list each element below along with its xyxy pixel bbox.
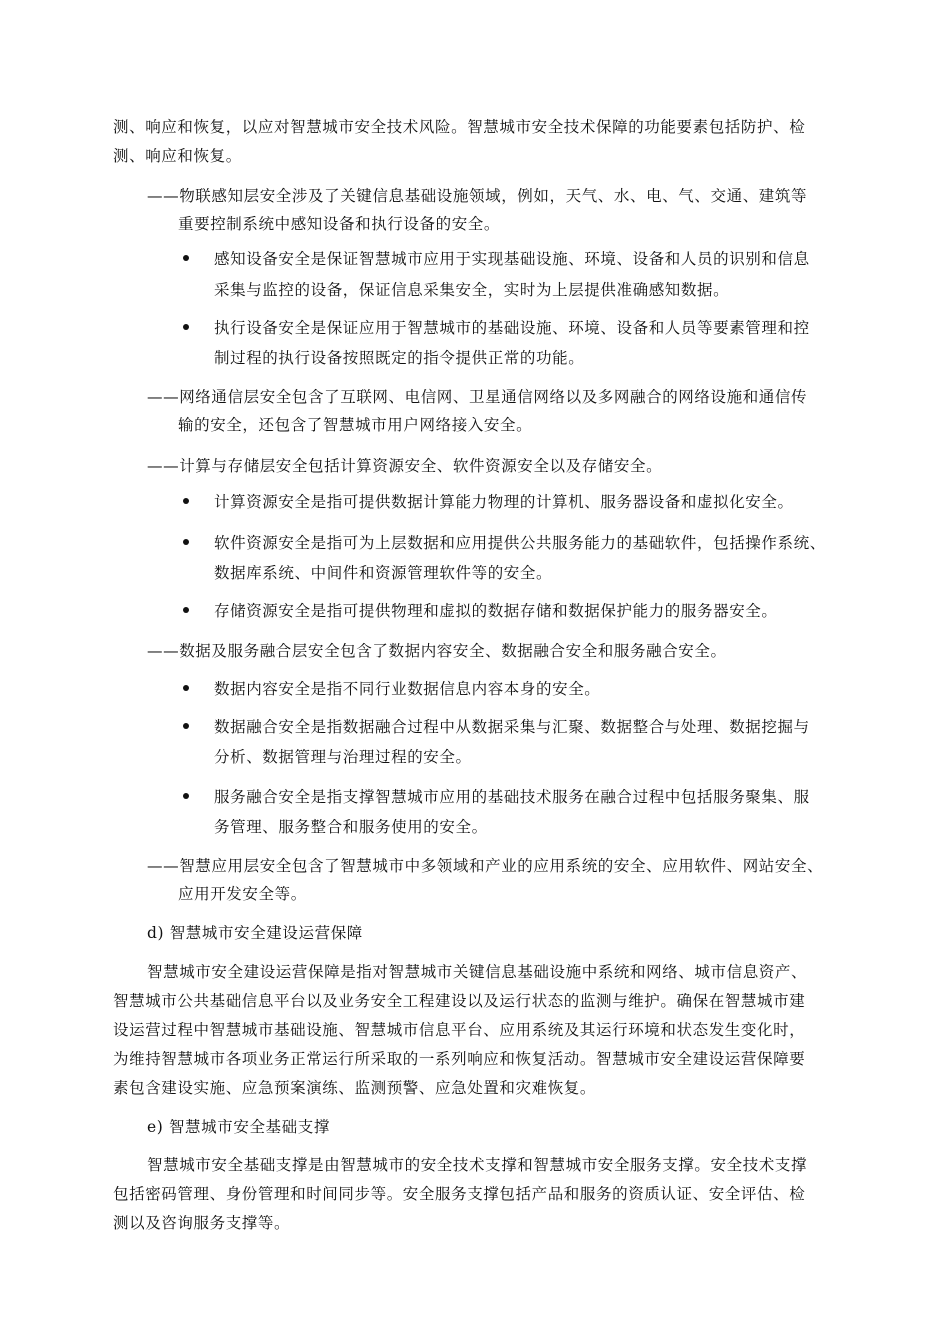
bullet-item-3-line-1: 计算资源安全是指可提供数据计算能力物理的计算机、服务器设备和虚拟化安全。 [214,493,794,511]
bullet-item-7-line-1: 数据融合安全是指数据融合过程中从数据采集与汇聚、数据整合与处理、数据挖掘与 [214,718,810,736]
bullet-item-4-line-1: 软件资源安全是指可为上层数据和应用提供公共服务能力的基础软件，包括操作系统、 [214,534,826,552]
paragraph-e-line-1: 智慧城市安全基础支撑是由智慧城市的安全技术支撑和智慧城市安全服务支撑。安全技术支撑 [147,1156,808,1174]
intro-line-2: 测、响应和恢复。 [113,147,242,165]
bullet-item-1-line-1: 感知设备安全是保证智慧城市应用于实现基础设施、环境、设备和人员的识别和信息 [214,250,810,268]
bullet-dot [183,324,189,330]
bullet-dot [183,607,189,613]
bullet-item-8-line-2: 务管理、服务整合和服务使用的安全。 [214,818,488,836]
bullet-dot [183,498,189,504]
bullet-dot [183,793,189,799]
section-heading-e: e) 智慧城市安全基础支撑 [147,1118,330,1136]
dash-item-2-line-1: ——网络通信层安全包含了互联网、电信网、卫星通信网络以及多网融合的网络设施和通信传 [147,388,808,406]
bullet-dot [183,539,189,545]
bullet-item-7-line-2: 分析、数据管理与治理过程的安全。 [214,748,472,766]
bullet-dot [183,723,189,729]
bullet-item-1-line-2: 采集与监控的设备，保证信息采集安全，实时为上层提供准确感知数据。 [214,281,730,299]
paragraph-d-line-1: 智慧城市安全建设运营保障是指对智慧城市关键信息基础设施中系统和网络、城市信息资产、 [147,963,808,981]
bullet-item-6-line-1: 数据内容安全是指不同行业数据信息内容本身的安全。 [214,680,601,698]
dash-item-2-line-2: 输的安全，还包含了智慧城市用户网络接入安全。 [178,416,533,434]
paragraph-d-line-4: 为维持智慧城市各项业务正常运行所采取的一系列响应和恢复活动。智慧城市安全建设运营保障要 [113,1050,806,1068]
paragraph-e-line-2: 包括密码管理、身份管理和时间同步等。安全服务支撑包括产品和服务的资质认证、安全评估、检 [113,1185,806,1203]
dash-item-1-line-2: 重要控制系统中感知设备和执行设备的安全。 [178,215,501,233]
paragraph-d-line-5: 素包含建设实施、应急预案演练、监测预警、应急处置和灾难恢复。 [113,1079,597,1097]
bullet-item-2-line-2: 制过程的执行设备按照既定的指令提供正常的功能。 [214,349,585,367]
dash-item-5-line-1: ——智慧应用层安全包含了智慧城市中多领域和产业的应用系统的安全、应用软件、网站安全、 [147,857,824,875]
intro-line-1: 测、响应和恢复，以应对智慧城市安全技术风险。智慧城市安全技术保障的功能要素包括防护、检 [113,118,806,136]
bullet-dot [183,255,189,261]
dash-item-4-line-1: ——数据及服务融合层安全包含了数据内容安全、数据融合安全和服务融合安全。 [147,642,727,660]
bullet-item-4-line-2: 数据库系统、中间件和资源管理软件等的安全。 [214,564,553,582]
bullet-item-2-line-1: 执行设备安全是保证应用于智慧城市的基础设施、环境、设备和人员等要素管理和控 [214,319,810,337]
paragraph-d-line-3: 设运营过程中智慧城市基础设施、智慧城市信息平台、应用系统及其运行环境和状态发生变化时， [113,1021,806,1039]
bullet-item-5-line-1: 存储资源安全是指可提供物理和虚拟的数据存储和数据保护能力的服务器安全。 [214,602,778,620]
bullet-item-8-line-1: 服务融合安全是指支撑智慧城市应用的基础技术服务在融合过程中包括服务聚集、服 [214,788,810,806]
dash-item-1-line-1: ——物联感知层安全涉及了关键信息基础设施领域，例如，天气、水、电、气、交通、建筑等 [147,187,808,205]
dash-item-3-line-1: ——计算与存储层安全包括计算资源安全、软件资源安全以及存储安全。 [147,457,663,475]
bullet-dot [183,685,189,691]
dash-item-5-line-2: 应用开发安全等。 [178,885,307,903]
paragraph-e-line-3: 测以及咨询服务支撑等。 [113,1214,291,1232]
paragraph-d-line-2: 智慧城市公共基础信息平台以及业务安全工程建设以及运行状态的监测与维护。确保在智慧城市建 [113,992,806,1010]
section-heading-d: d) 智慧城市安全建设运营保障 [147,924,363,942]
